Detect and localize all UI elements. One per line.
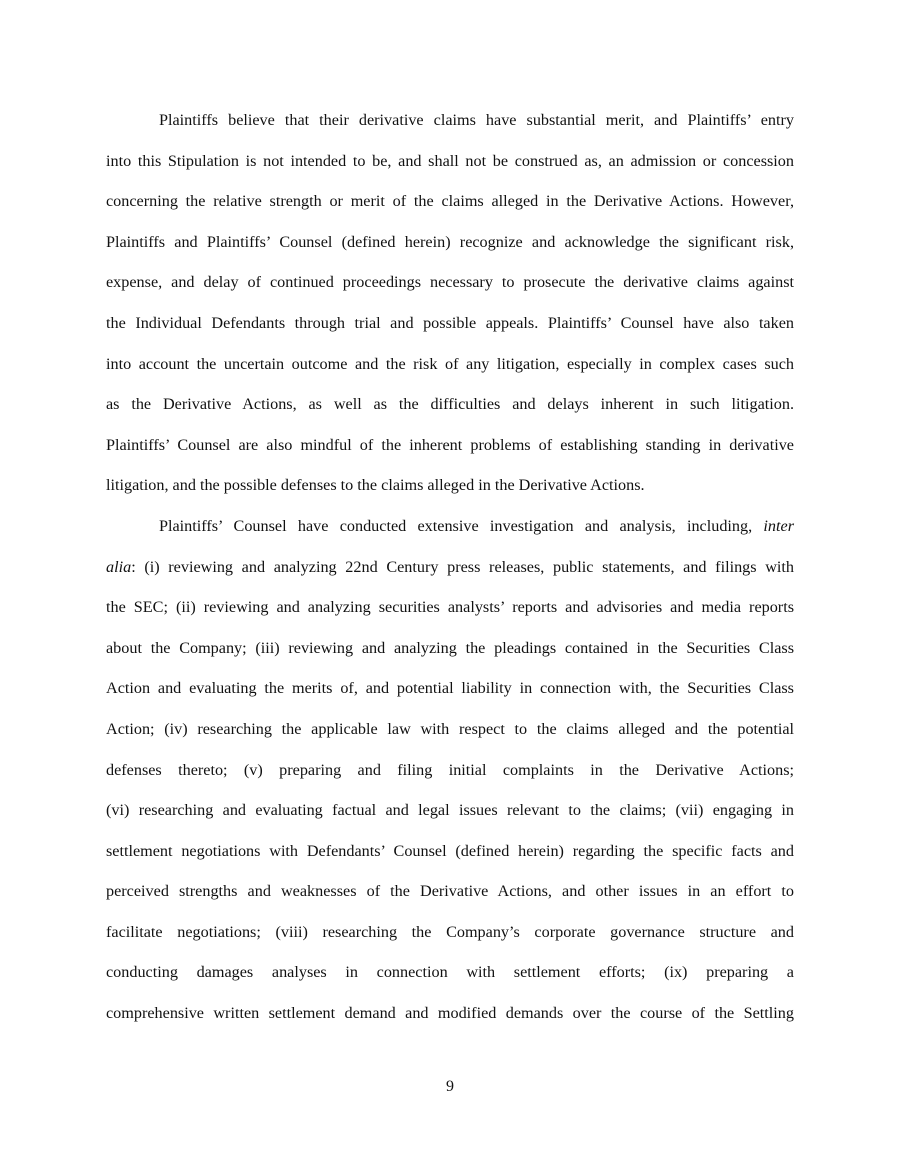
text-segment: Plaintiffs’ Counsel have conducted extensive investigation and analysis, including, (159, 516, 753, 535)
italic-text: alia (106, 557, 132, 576)
italic-text: inter (763, 516, 794, 535)
text-line: perceived strengths and weaknesses of the Derivative Actions, and other issues in an effort to (106, 882, 794, 901)
body-text (106, 100, 794, 1034)
text-line: settlement negotiations with Defendants’ Counsel (defined herein) regarding the specific facts and (106, 841, 794, 860)
text-line: defenses thereto; (v) preparing and filing initial complaints in the Derivative Actions; (106, 760, 794, 779)
text-line: the SEC; (ii) reviewing and analyzing securities analysts’ reports and advisories and media reports (106, 598, 794, 617)
text-line: conducting damages analyses in connection with settlement efforts; (ix) preparing a (106, 963, 794, 982)
text-line: Plaintiffs and Plaintiffs’ Counsel (defined herein) recognize and acknowledge the significant risk, (106, 232, 794, 251)
text-line: Plaintiffs believe that their derivative claims have substantial merit, and Plaintiffs’ entry (159, 111, 794, 129)
text-line: into this Stipulation is not intended to be, and shall not be construed as, an admission or concession (106, 151, 794, 170)
text-line: Plaintiffs’ Counsel are also mindful of the inherent problems of establishing standing in derivative (106, 435, 794, 454)
text-line: Action; (iv) researching the applicable law with respect to the claims alleged and the potential (106, 719, 794, 738)
text-line: comprehensive written settlement demand and modified demands over the course of the Settling (106, 1004, 794, 1023)
text-line: litigation, and the possible defenses to the claims alleged in the Derivative Actions. (106, 476, 645, 495)
text-line (106, 506, 794, 547)
text-line: as the Derivative Actions, as well as the difficulties and delays inherent in such litigation. (106, 395, 794, 414)
page-number: 9 (446, 1078, 454, 1095)
text-line: facilitate negotiations; (viii) researching the Company’s corporate governance structure and (106, 922, 794, 941)
text-segment: : (i) reviewing and analyzing 22nd Century press releases, public statements, and filings with (131, 557, 794, 576)
text-line (106, 547, 794, 588)
paragraph-2 (106, 506, 794, 1034)
text-line: into account the uncertain outcome and the risk of any litigation, especially in complex cases such (106, 354, 794, 373)
text-line: the Individual Defendants through trial and possible appeals. Plaintiffs’ Counsel have also taken (106, 313, 794, 332)
paragraph-1 (106, 100, 794, 506)
text-line: Action and evaluating the merits of, and potential liability in connection with, the Securities Class (106, 679, 794, 698)
text-line: about the Company; (iii) reviewing and analyzing the pleadings contained in the Securities Class (106, 638, 794, 657)
text-line: (vi) researching and evaluating factual and legal issues relevant to the claims; (vii) engaging in (106, 801, 794, 820)
text-line: concerning the relative strength or merit of the claims alleged in the Derivative Actions. However, (106, 192, 794, 211)
text-line: expense, and delay of continued proceedings necessary to prosecute the derivative claims against (106, 273, 794, 292)
